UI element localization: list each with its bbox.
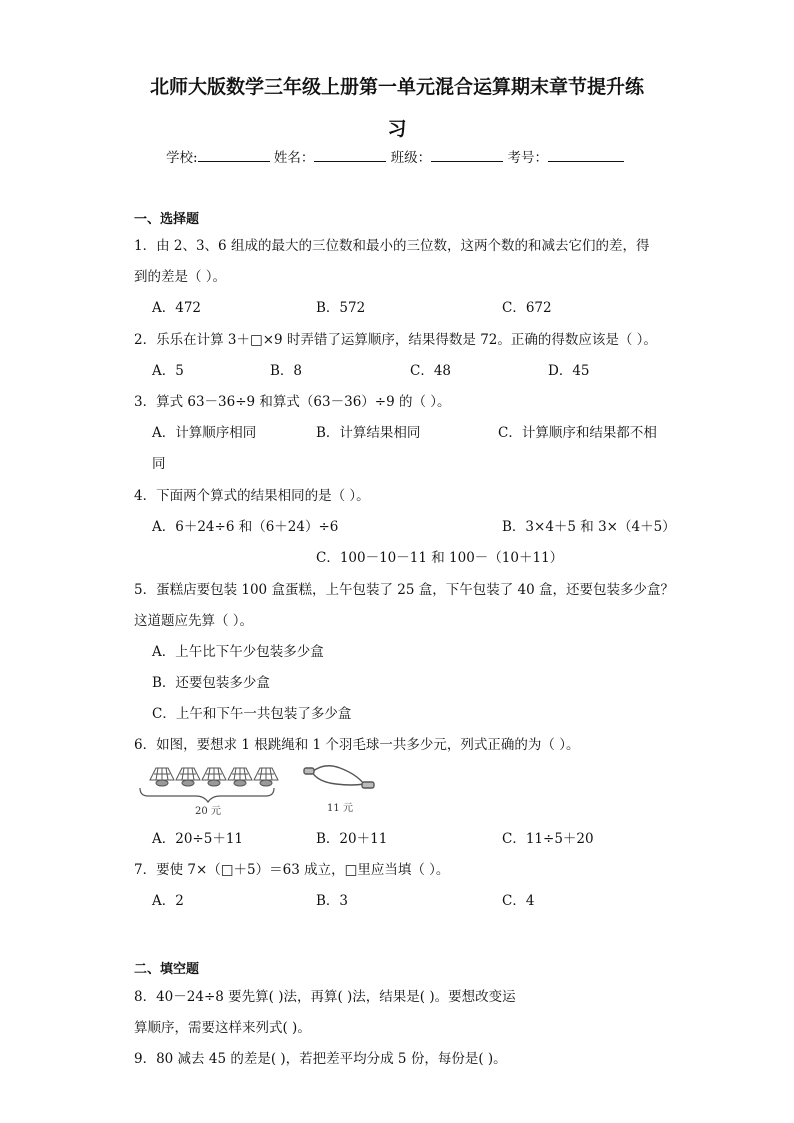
page-title: 北师大版数学三年级上册第一单元混合运算期末章节提升练 xyxy=(149,76,644,98)
name-label: 姓名： xyxy=(273,150,315,166)
q6-stem: 6．如图，要想求 1 根跳绳和 1 个羽毛球一共多少元，列式正确的为（ ）。 xyxy=(134,737,580,753)
q5-stem: 5．蛋糕店要包装 100 盒蛋糕，上午包装了 25 盒，下午包装了 40 盒，还要包装多少盒？ xyxy=(134,582,674,598)
q7-option-a[interactable]: A．2 xyxy=(152,893,184,909)
q3-option-c[interactable]: C．计算顺序和结果都不相 xyxy=(498,425,657,441)
q5-stem-cont: 这道题应先算（ ）。 xyxy=(134,613,254,629)
q4-option-b[interactable]: B．3×4＋5 和 3×（4＋5） xyxy=(502,519,676,535)
page-title-line2: 习 xyxy=(387,118,407,140)
number-label: 考号： xyxy=(507,150,548,166)
number-field[interactable] xyxy=(548,149,624,162)
q1-option-c[interactable]: C．672 xyxy=(502,300,552,316)
q8-stem-cont: 算顺序，需要这样来列式( )。 xyxy=(134,1020,311,1036)
q1-stem: 1．由 2、3、6 组成的最大的三位数和最小的三位数，这两个数的和减去它们的差，得 xyxy=(134,238,650,254)
q1-option-a[interactable]: A．472 xyxy=(152,300,202,316)
q5-option-c[interactable]: C．上午和下午一共包装了多少盒 xyxy=(152,706,352,722)
q3-option-c-cont: 同 xyxy=(152,456,166,472)
q3-stem: 3．算式 63－36÷9 和算式（63－36）÷9 的（ ）。 xyxy=(134,394,451,410)
jump-rope-icon xyxy=(304,766,374,788)
q8-stem: 8．40－24÷8 要先算( )法，再算( )法，结果是( )。要想改变运 xyxy=(134,989,516,1005)
q4-option-c[interactable]: C．100－10－11 和 100－（10＋11） xyxy=(316,550,564,566)
name-field[interactable] xyxy=(314,149,386,162)
q3-option-a[interactable]: A．计算顺序相同 xyxy=(152,425,257,441)
q2-option-c[interactable]: C．48 xyxy=(410,363,452,379)
q2-stem: 2．乐乐在计算 3＋□×9 时弄错了运算顺序，结果得数是 72。正确的得数应该是（ ）。 xyxy=(134,332,657,348)
q4-stem: 4．下面两个算式的结果相同的是（ ）。 xyxy=(134,488,370,504)
q2-option-b[interactable]: B．8 xyxy=(270,363,303,379)
q5-option-a[interactable]: A．上午比下午少包装多少盒 xyxy=(152,644,324,660)
class-field[interactable] xyxy=(431,149,503,162)
q1-stem-cont: 到的差是（ ）。 xyxy=(134,269,227,285)
q3-option-b[interactable]: B．计算结果相同 xyxy=(316,425,421,441)
school-field[interactable] xyxy=(198,149,270,162)
q7-stem: 7．要使 7×（□＋5）＝63 成立，□里应当填（ ）。 xyxy=(134,862,450,878)
school-label: 学校: xyxy=(166,150,198,166)
q6-option-a[interactable]: A．20÷5＋11 xyxy=(152,831,244,847)
q5-option-b[interactable]: B．还要包装多少盒 xyxy=(152,675,270,691)
student-info xyxy=(166,146,624,166)
section-fill-heading: 二、填空题 xyxy=(134,962,200,977)
q6-option-c[interactable]: C．11÷5＋20 xyxy=(502,831,594,847)
q1-option-b[interactable]: B．572 xyxy=(316,300,366,316)
q2-option-d[interactable]: D．45 xyxy=(548,363,590,379)
fig-label-11: 11 元 xyxy=(327,803,353,814)
brace-icon xyxy=(140,788,274,802)
fig-label-20: 20 元 xyxy=(195,806,221,816)
class-label: 班级： xyxy=(390,150,432,166)
shuttlecock-icons xyxy=(150,768,278,786)
q2-option-a[interactable]: A．5 xyxy=(152,363,184,379)
section-choice-heading: 一、选择题 xyxy=(134,212,200,227)
q9-stem: 9．80 减去 45 的差是( )，若把差平均分成 5 份，每份是( )。 xyxy=(134,1051,507,1067)
q6-figure xyxy=(136,762,386,816)
q4-option-a[interactable]: A．6＋24÷6 和（6＋24）÷6 xyxy=(152,519,339,535)
q6-option-b[interactable]: B．20＋11 xyxy=(316,831,388,847)
q7-option-b[interactable]: B．3 xyxy=(316,893,349,909)
q7-option-c[interactable]: C．4 xyxy=(502,893,535,909)
